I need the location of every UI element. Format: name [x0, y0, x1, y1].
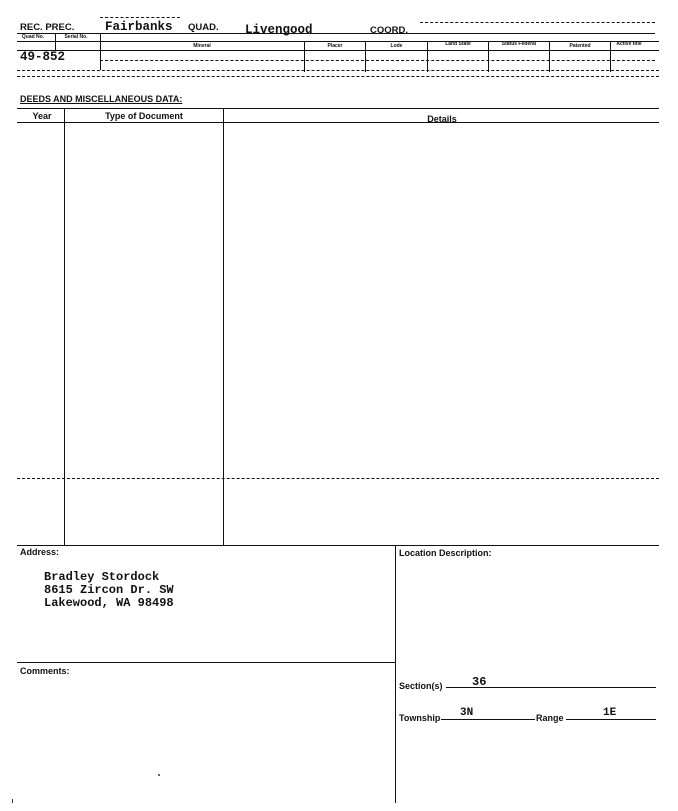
quad-label: QUAD.	[188, 22, 219, 33]
col-placer: Placer	[327, 43, 343, 49]
col-divider	[55, 34, 56, 50]
record-row-rule	[100, 60, 655, 61]
col-details: Details	[427, 114, 457, 124]
col-land-state: Land State	[445, 41, 471, 47]
header-right-dash	[420, 22, 655, 23]
col-divider	[488, 41, 489, 72]
address-block	[44, 571, 174, 610]
col-divider	[100, 34, 101, 70]
rec-prec-label: REC. PREC.	[20, 22, 75, 33]
rec-prec-value: Fairbanks	[105, 20, 173, 34]
address-location-divider	[395, 545, 396, 803]
range-value: 1E	[603, 707, 617, 719]
col-status-federal: Status Federal	[501, 41, 537, 47]
speck	[12, 799, 13, 803]
col-serial-no: Serial No.	[64, 34, 88, 40]
township-underline	[441, 719, 535, 720]
comments-top-rule	[17, 662, 395, 663]
deeds-col-divider	[223, 109, 224, 545]
record-bottom-dash	[17, 70, 659, 71]
col-lode: Lode	[390, 43, 403, 49]
coord-label: COORD.	[370, 25, 408, 36]
address-line-1: Bradley Stordock	[44, 570, 160, 584]
section-label: Section(s)	[399, 681, 443, 691]
header-rule	[17, 33, 655, 34]
deeds-col-divider	[64, 109, 65, 545]
quad-no-value: 49-852	[20, 50, 66, 64]
deeds-header-rule	[17, 122, 659, 123]
township-label: Township	[399, 713, 441, 723]
speck	[158, 774, 160, 776]
address-label: Address:	[20, 547, 60, 557]
col-year: Year	[32, 111, 52, 121]
col-quad-no: Quad No.	[21, 34, 45, 40]
location-description-label: Location Description:	[399, 548, 492, 558]
column-header-rule-bottom	[17, 50, 659, 51]
col-divider	[427, 41, 428, 72]
deeds-dashed-rule	[17, 478, 659, 479]
col-active-title: Active title	[616, 41, 642, 47]
deeds-section-title: DEEDS AND MISCELLANEOUS DATA:	[20, 94, 183, 104]
address-line-3: Lakewood, WA 98498	[44, 596, 174, 610]
section-value: 36	[472, 675, 487, 689]
range-underline	[566, 719, 656, 720]
col-type-of-document: Type of Document	[105, 111, 183, 121]
deeds-bottom-rule	[17, 545, 659, 546]
comments-label: Comments:	[20, 666, 70, 676]
deeds-top-rule	[17, 108, 659, 109]
column-header-rule-top	[17, 41, 659, 42]
col-mineral: Mineral	[193, 43, 211, 49]
quad-value: Livengood	[245, 23, 313, 37]
range-label: Range	[536, 713, 564, 723]
township-value: 3N	[460, 707, 474, 719]
col-divider	[610, 41, 611, 72]
col-patented: Patented	[569, 43, 591, 49]
record-bottom-dash-2	[17, 76, 659, 77]
header-top-dash	[100, 17, 180, 18]
address-line-2: 8615 Zircon Dr. SW	[44, 583, 174, 597]
